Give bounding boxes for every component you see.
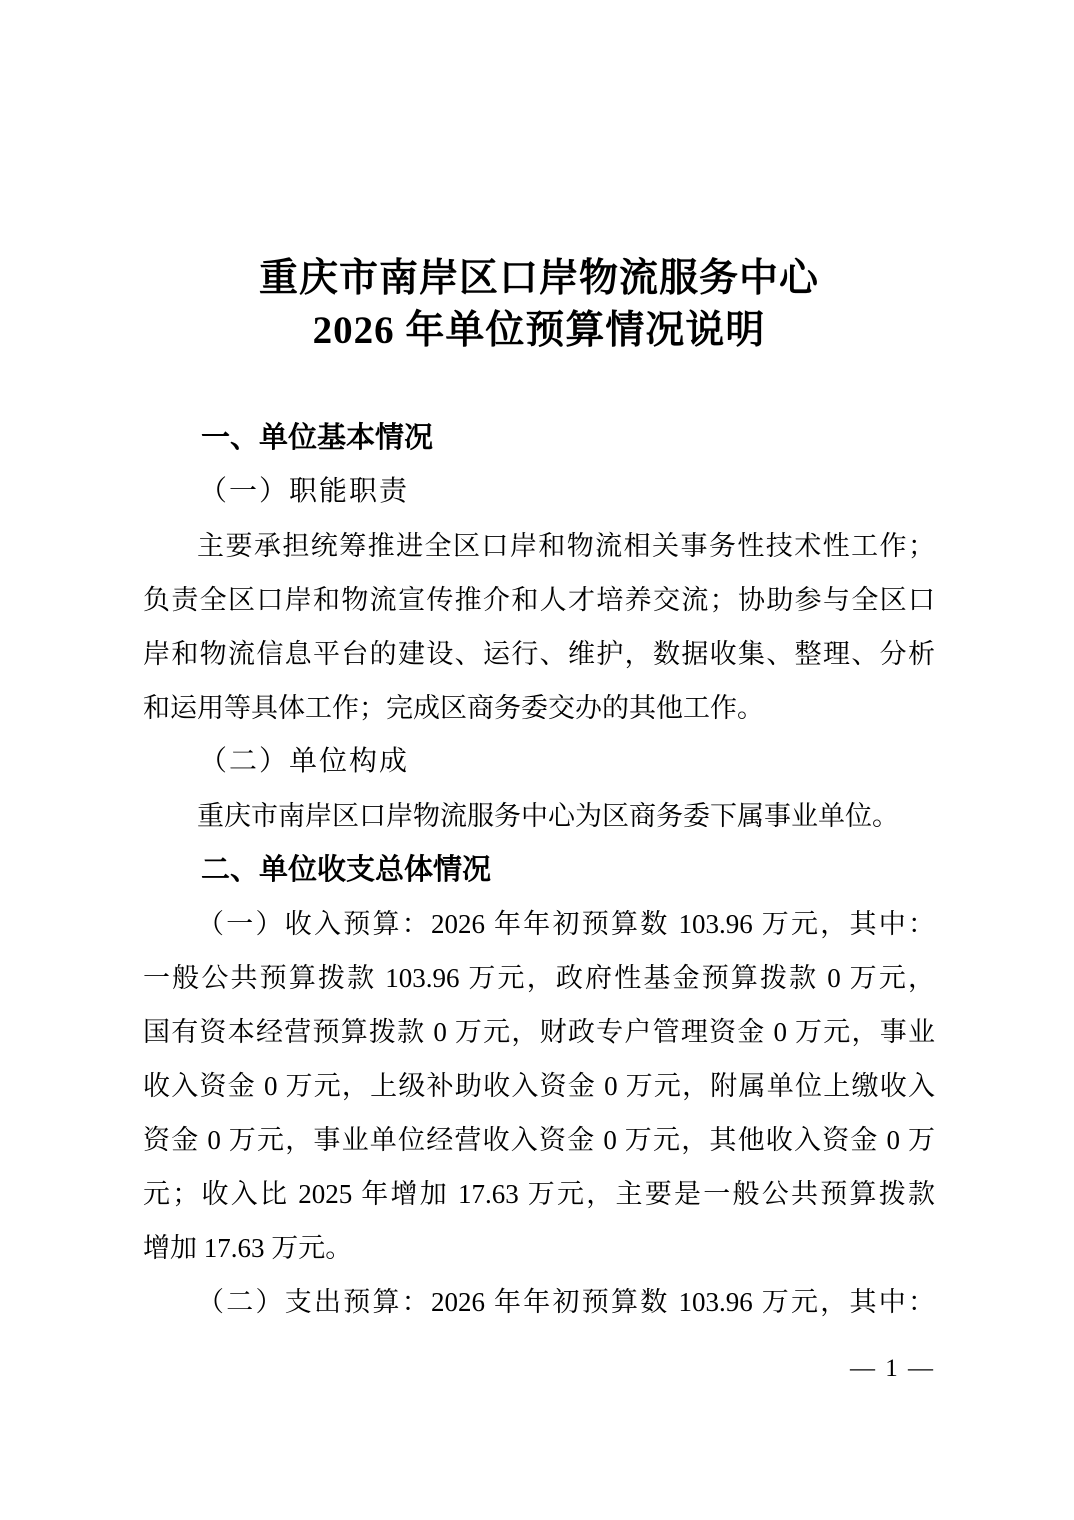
paragraph-income-line: 元；收入比 2025 年增加 17.63 万元，主要是一般公共预算拨款 <box>143 1179 935 1209</box>
paragraph-income-line: （一）收入预算：2026 年年初预算数 103.96 万元，其中： <box>197 909 935 939</box>
paragraph-income-line: 国有资本经营预算拨款 0 万元，财政专户管理资金 0 万元，事业 <box>143 1017 935 1047</box>
paragraph-income-line: 一般公共预算拨款 103.96 万元，政府性基金预算拨款 0 万元， <box>143 963 935 993</box>
section-heading-budget-overview: 二、单位收支总体情况 <box>201 854 492 886</box>
document-title-line2: 2026 年单位预算情况说明 <box>312 309 766 352</box>
paragraph-composition-line: 重庆市南岸区口岸物流服务中心为区商务委下属事业单位。 <box>197 801 899 831</box>
paragraph-duties-line: 和运用等具体工作；完成区商务委交办的其他工作。 <box>143 693 764 723</box>
paragraph-duties-line: 岸和物流信息平台的建设、运行、维护，数据收集、整理、分析 <box>143 639 935 669</box>
page-number: — 1 — <box>850 1355 935 1382</box>
subsection-heading-composition: （二）单位构成 <box>199 746 410 777</box>
section-heading-basic-info: 一、单位基本情况 <box>201 422 434 454</box>
subsection-heading-duties: （一）职能职责 <box>199 476 410 507</box>
paragraph-income-line: 增加 17.63 万元。 <box>143 1233 353 1263</box>
paragraph-income-line: 资金 0 万元，事业单位经营收入资金 0 万元，其他收入资金 0 万 <box>143 1125 935 1155</box>
paragraph-income-line: 收入资金 0 万元，上级补助收入资金 0 万元，附属单位上缴收入 <box>143 1071 935 1101</box>
paragraph-duties-line: 负责全区口岸和物流宣传推介和人才培养交流；协助参与全区口 <box>143 585 935 615</box>
document-title-line1: 重庆市南岸区口岸物流服务中心 <box>258 257 819 300</box>
paragraph-expense-line: （二）支出预算：2026 年年初预算数 103.96 万元，其中： <box>197 1287 935 1317</box>
document-content <box>143 253 935 1329</box>
paragraph-duties-line: 主要承担统筹推进全区口岸和物流相关事务性技术性工作； <box>197 531 935 561</box>
document-title <box>143 253 935 357</box>
document-body <box>143 411 935 1329</box>
